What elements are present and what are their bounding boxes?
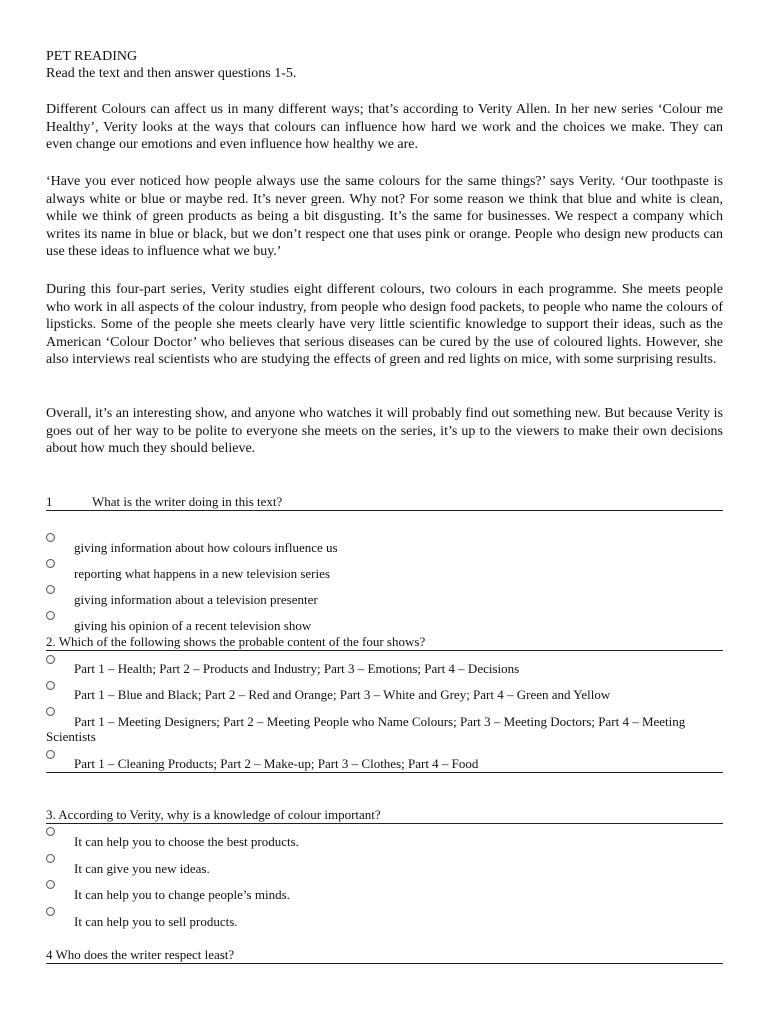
q1-option-d-label: giving his opinion of a recent television show xyxy=(74,618,312,633)
q2-option-b-radio[interactable] xyxy=(46,681,55,690)
question-4: 4 Who does the writer respect least? xyxy=(46,947,723,964)
passage-paragraph-4: Overall, it’s an interesting show, and anyone who watches it will probably find out something new. But because Verity is goes out of her way to be polite to everyone she meets on the series, it’s up to the viewers to make their own decisions about how much they should believe. xyxy=(46,406,723,457)
instructions: Read the text and then answer questions 1-5. xyxy=(46,66,297,81)
q2-option-d-label: Part 1 – Cleaning Products; Part 2 – Make-up; Part 3 – Clothes; Part 4 – Food xyxy=(74,756,479,771)
q2-option-d-row xyxy=(46,756,723,773)
q3-option-b-radio[interactable] xyxy=(46,854,55,863)
passage-paragraph-2: ‘Have you ever noticed how people always use the same colours for the same things?’ says Verity. ‘Our toothpaste is always white or blue or maybe red. It’s never green. Why not? For some reason we think that blue and white is clean, while we think of green products as being a bit disgusting. It’s the same for businesses. We respect a company which writes its name in blue or black, but we don’t respect one that uses pink or orange. People who design new products can use these ideas to influence what we buy.’ xyxy=(46,174,723,260)
q3-option-d-label: It can help you to sell products. xyxy=(74,914,238,929)
q1-option-b-label: reporting what happens in a new television series xyxy=(74,566,330,581)
q3-option-c-radio[interactable] xyxy=(46,880,55,889)
passage-paragraph-1: Different Colours can affect us in many different ways; that’s according to Verity Allen. In her new series ‘Colour me Healthy’, Verity looks at the ways that colours can influence how hard we work and the choices we make. They can even change our emotions and even influence how healthy we are. xyxy=(46,102,723,153)
q3-option-a-label: It can help you to choose the best products. xyxy=(74,834,299,849)
q2-option-c-label: Part 1 – Meeting Designers; Part 2 – Meeting People who Name Colours; Part 3 – Meeting Doctors; Part 4 – Meeting Scientists xyxy=(46,714,686,744)
page-title: PET READING xyxy=(46,49,138,64)
q1-option-c-label: giving information about a television presenter xyxy=(74,592,318,607)
q1-option-b-radio[interactable] xyxy=(46,559,55,568)
question-1-number: 1 xyxy=(46,494,53,509)
question-3: 3. According to Verity, why is a knowledge of colour important? xyxy=(46,807,723,824)
q3-option-a-radio[interactable] xyxy=(46,827,55,836)
q3-option-d-radio[interactable] xyxy=(46,907,55,916)
q3-option-b-label: It can give you new ideas. xyxy=(74,861,210,876)
q2-option-a-label: Part 1 – Health; Part 2 – Products and Industry; Part 3 – Emotions; Part 4 – Decisions xyxy=(74,661,520,676)
question-1-text: What is the writer doing in this text? xyxy=(92,494,283,509)
question-2: 2. Which of the following shows the probable content of the four shows? xyxy=(46,634,723,651)
q1-option-d-radio[interactable] xyxy=(46,611,55,620)
question-1 xyxy=(46,494,723,511)
q2-option-b-label: Part 1 – Blue and Black; Part 2 – Red and Orange; Part 3 – White and Grey; Part 4 – Green and Yellow xyxy=(74,687,611,702)
q1-option-a-label: giving information about how colours influence us xyxy=(74,540,338,555)
q3-option-c-label: It can help you to change people’s minds. xyxy=(74,887,290,902)
q1-option-a-radio[interactable] xyxy=(46,533,55,542)
passage-paragraph-3: During this four-part series, Verity studies eight different colours, two colours in each programme. She meets people who work in all aspects of the colour industry, from people who design food packets, to people who name the colours of lipsticks. Some of the people she meets clearly have very little scientific knowledge to support their ideas, such as the American ‘Colour Doctor’ who believes that serious diseases can be cured by the use of coloured lights. However, she also interviews real scientists who are studying the effects of green and red lights on mice, with some surprising results. xyxy=(46,282,723,368)
q2-option-a-radio[interactable] xyxy=(46,655,55,664)
q1-option-c-radio[interactable] xyxy=(46,585,55,594)
